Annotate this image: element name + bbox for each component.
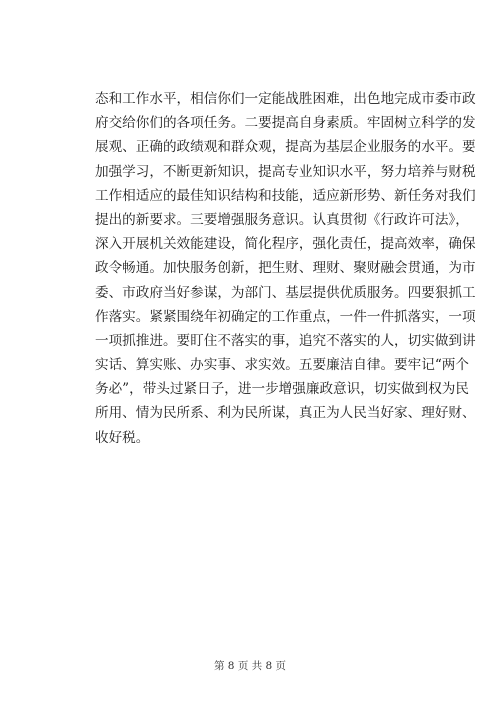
text-line: 展观、正确的政绩观和群众观，提高为基层企业服务的水平。要 — [95, 139, 476, 156]
text-line: 务必”，带头过紧日子，进一步增强廉政意识，切实做到权为民 — [95, 381, 469, 398]
body-text — [95, 87, 476, 450]
text-line: 实话、算实账、办实事、求实效。五要廉洁自律。要牢记“两个 — [95, 357, 469, 374]
text-line: 收好税。 — [95, 429, 150, 446]
page-footer: 第 8 页 共 8 页 — [213, 660, 287, 672]
text-line: 态和工作水平，相信你们一定能战胜困难，出色地完成市委市政 — [95, 91, 476, 107]
text-line: 所用、情为民所系、利为民所谋，真正为人民当好家、理好财、 — [95, 405, 476, 422]
text-line: 加强学习，不断更新知识，提高专业知识水平，努力培养与财税 — [95, 163, 476, 180]
text-line: 工作相适应的最佳知识结构和技能，适应新形势、新任务对我们 — [95, 187, 476, 204]
text-line: 委、市政府当好参谋，为部门、基层提供优质服务。四要狠抓工 — [95, 284, 476, 301]
text-line: 作落实。紧紧围绕年初确定的工作重点，一件一件抓落实，一项 — [95, 308, 476, 325]
text-line: 一项抓推进。要盯住不落实的事，追究不落实的人，切实做到讲 — [95, 332, 476, 349]
text-line: 深入开展机关效能建设，简化程序，强化责任，提高效率，确保 — [95, 236, 476, 253]
text-line: 府交给你们的各项任务。二要提高自身素质。牢固树立科学的发 — [95, 115, 476, 132]
text-line: 提出的新要求。三要增强服务意识。认真贯彻《行政许可法》， — [95, 211, 469, 228]
text-line: 政令畅通。加快服务创新，把生财、理财、聚财融会贯通，为市 — [95, 260, 476, 277]
